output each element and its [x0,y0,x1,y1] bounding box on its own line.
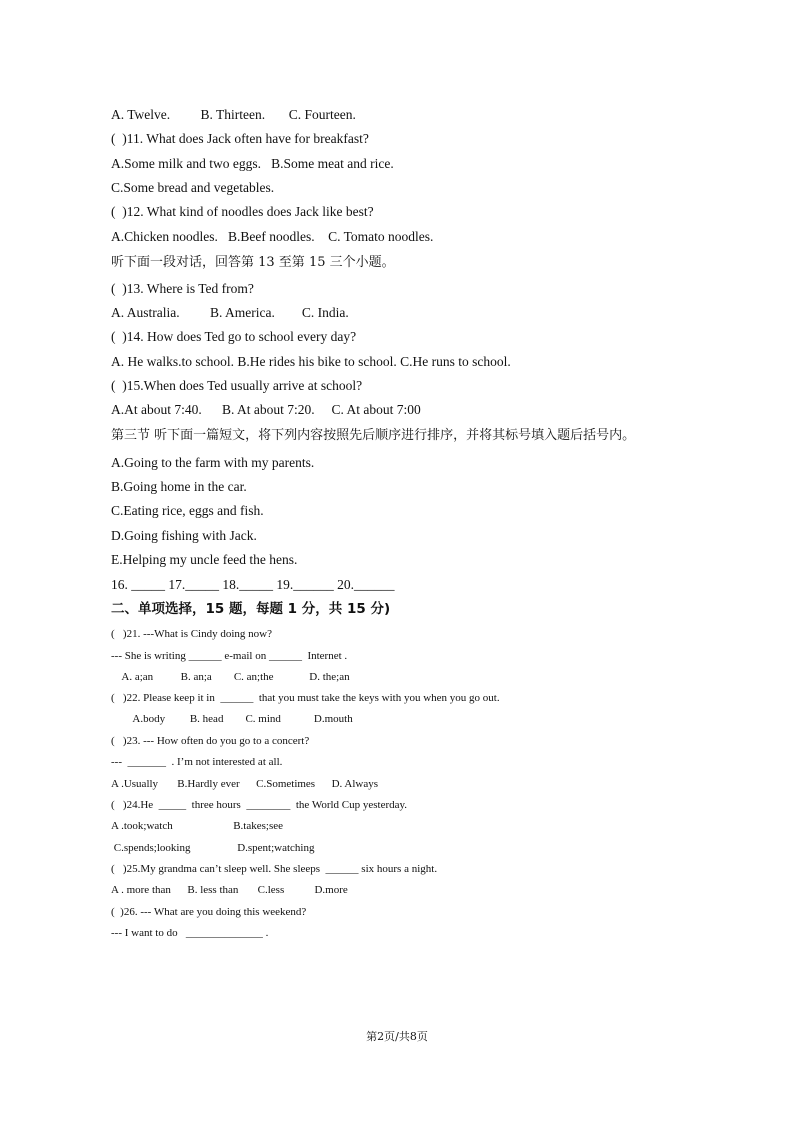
text-line: A.Chicken noodles. B.Beef noodles. C. Tomato noodles. [111,229,434,244]
text-line: 听下面一段对话，回答第 13 至第 15 三个小题。 [111,255,395,270]
text-line: ( )15.When does Ted usually arrive at school? [111,378,363,393]
text-line: 16. _____ 17._____ 18._____ 19.______ 20.______ [111,577,395,592]
text-line: C.Some bread and vegetables. [111,180,275,195]
text-line: 第三节 听下面一篇短文，将下列内容按照先后顺序进行排序，并将其标号填入题后括号内。 [111,428,636,443]
text-line: B.Going home in the car. [111,479,247,494]
text-line: A. Australia. B. America. C. India. [111,305,349,320]
text-line: ( )13. Where is Ted from? [111,281,254,296]
text-line: C.Eating rice, eggs and fish. [111,503,264,518]
text-line: ( )23. --- How often do you go to a concert? [111,735,310,747]
text-line: --- She is writing ______ e-mail on ______ Internet . [111,650,348,662]
text-line: ( )26. --- What are you doing this weekend? [111,906,307,918]
text-line: A .took;watch B.takes;see [111,820,284,832]
text-line: E.Helping my uncle feed the hens. [111,552,298,567]
text-line: ( )12. What kind of noodles does Jack like best? [111,204,374,219]
text-line: A .Usually B.Hardly ever C.Sometimes D. Always [111,778,379,790]
text-line: 二、单项选择，15 题，每题 1 分，共 15 分) [111,601,391,617]
text-line: ( )24.He _____ three hours ________ the World Cup yesterday. [111,799,408,811]
text-line: ( )25.My grandma can’t sleep well. She sleeps ______ six hours a night. [111,863,438,875]
text-line: A. Twelve. B. Thirteen. C. Fourteen. [111,107,356,122]
text-line: A. He walks.to school. B.He rides his bike to school. C.He runs to school. [111,354,511,369]
text-line: C.spends;looking D.spent;watching [111,842,315,854]
text-line: D.Going fishing with Jack. [111,528,257,543]
text-line: A . more than B. less than C.less D.more [111,884,348,896]
text-line: A.At about 7:40. B. At about 7:20. C. At about 7:00 [111,402,421,417]
page-footer: 第2页/共8页 [366,1030,428,1043]
text-line: A.Some milk and two eggs. B.Some meat and rice. [111,156,394,171]
text-line: ( )21. ---What is Cindy doing now? [111,628,272,640]
text-line: A.Going to the farm with my parents. [111,455,315,470]
text-line: ( )14. How does Ted go to school every day? [111,329,357,344]
text-line: --- _______ . I’m not interested at all. [111,756,283,768]
text-line: ( )22. Please keep it in ______ that you must take the keys with you when you go out. [111,692,500,704]
text-line: ( )11. What does Jack often have for breakfast? [111,131,369,146]
text-line: A. a;an B. an;a C. an;the D. the;an [111,671,350,683]
text-line: A.body B. head C. mind D.mouth [111,713,353,725]
text-line: --- I want to do ______________ . [111,927,269,939]
